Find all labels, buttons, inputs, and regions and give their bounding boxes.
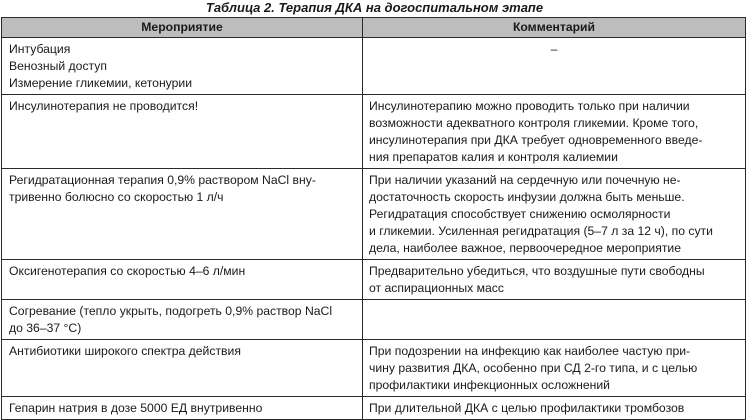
measure-text-line: Оксигенотерапия со скоростью 4–6 л/мин [9, 264, 246, 278]
comment-text-line: достаточность скорость инфузии должна быть меньше. [369, 190, 685, 204]
comment-cell [363, 38, 746, 95]
comment-text-line: чину развития ДКА, особенно при СД 2-го типа, и с целью [369, 361, 698, 375]
measure-cell [2, 38, 363, 95]
therapy-table [1, 17, 746, 420]
measure-text-line: Согревание (тепло укрыть, подогреть 0,9% раствор NaCl [9, 304, 333, 318]
table-row [2, 397, 746, 420]
measure-text-line: Антибиотики широкого спектра действия [9, 344, 241, 358]
comment-text-line: дела, наиболее важное, первоочередное мероприятие [369, 241, 681, 255]
measure-cell [2, 300, 363, 340]
comment-text-line: инсулинотерапия при ДКА требует одновременного введе- [369, 133, 703, 147]
comment-cell [363, 300, 746, 340]
comment-cell [363, 169, 746, 260]
comment-text-line: При длительной ДКА с целью профилактики тромбозов [369, 401, 685, 415]
comment-cell [363, 260, 746, 300]
measure-text-line: Инсулинотерапия не проводится! [9, 99, 199, 113]
comment-text-line: При наличии указаний на сердечную или почечную не- [369, 173, 681, 187]
comment-text-line: При подозрении на инфекцию как наиболее частую при- [369, 344, 691, 358]
measure-cell [2, 169, 363, 260]
comment-cell [363, 95, 746, 169]
header-measure: Мероприятие [2, 18, 363, 38]
comment-text-line: от аспирационных масс [369, 281, 504, 295]
table-body [2, 38, 746, 420]
measure-text-line: Регидратационная терапия 0,9% раствором NaCl вну- [9, 173, 316, 187]
measure-cell [2, 95, 363, 169]
measure-cell [2, 260, 363, 300]
table-row [2, 260, 746, 300]
comment-text-line: профилактики инфекционных осложнений [369, 378, 610, 392]
table-row [2, 300, 746, 340]
comment-cell [363, 340, 746, 397]
table-row [2, 95, 746, 169]
measure-cell [2, 340, 363, 397]
table-row [2, 340, 746, 397]
comment-text-line: ния препаратов калия и контроля калиемии [369, 150, 618, 164]
table-caption: Таблица 2. Терапия ДКА на догоспитальном этапе [205, 0, 544, 15]
table-header-row [2, 18, 746, 38]
comment-text-line: и гликемии. Усиленная регидратация (5–7 л за 12 ч), по сути [369, 224, 713, 238]
measure-text-line: Измерение гликемии, кетонурии [9, 76, 193, 90]
comment-text-line: возможности адекватного контроля гликемии. Кроме того, [369, 116, 699, 130]
table-row [2, 169, 746, 260]
table-row [2, 38, 746, 95]
measure-text-line: Венозный доступ [9, 59, 107, 73]
measure-text-line: до 36–37 °С) [9, 321, 82, 335]
measure-text-line: тривенно болюсно со скоростью 1 л/ч [9, 190, 224, 204]
measure-text-line: Гепарин натрия в дозе 5000 ЕД внутривенно [9, 401, 263, 415]
comment-text-line: Инсулинотерапию можно проводить только при наличии [369, 99, 690, 113]
comment-text-line: – [550, 42, 558, 56]
measure-cell [2, 397, 363, 420]
comment-cell [363, 397, 746, 420]
header-comment: Комментарий [363, 18, 746, 38]
measure-text-line: Интубация [9, 42, 71, 56]
comment-text-line: Предварительно убедиться, что воздушные пути свободны [369, 264, 705, 278]
comment-text-line: Регидратация способствует снижению осмолярности [369, 207, 671, 221]
